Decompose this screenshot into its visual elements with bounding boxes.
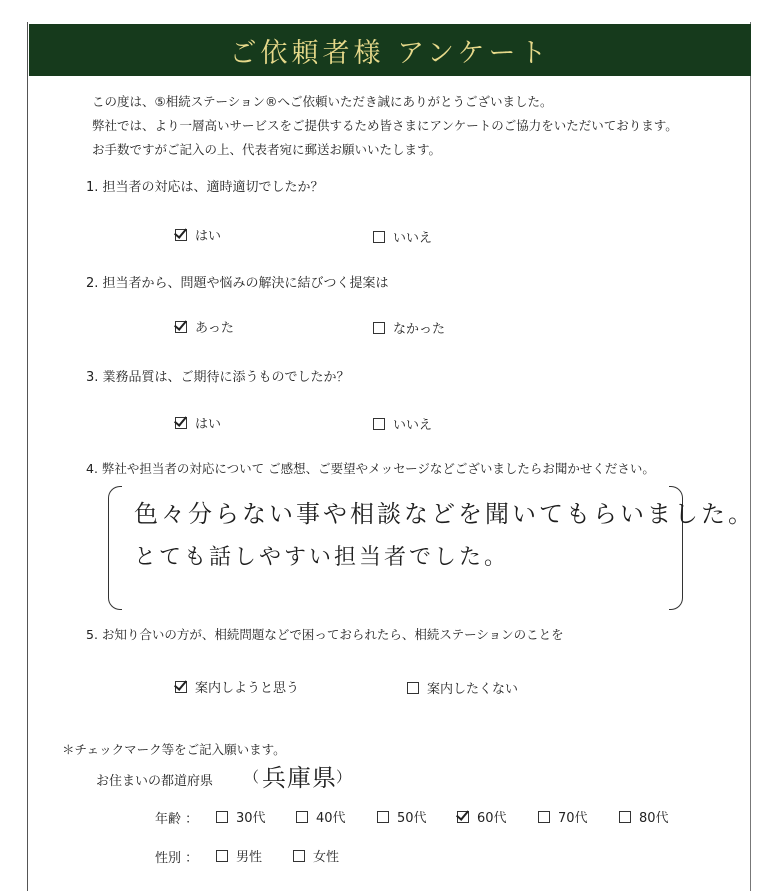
age-option-label: 30代 [236,811,266,826]
checkbox-checked-icon[interactable] [175,321,187,333]
paren-open: （ [244,768,260,786]
checkbox-icon[interactable] [296,811,308,823]
gender-option-label: 女性 [313,850,340,865]
age-label: 年齢 ： [155,812,199,827]
q3-option-yes[interactable] [175,413,221,432]
option-label: いいえ [393,418,433,433]
q1-option-no[interactable] [373,227,432,246]
option-label: はい [195,229,222,244]
survey-header [29,24,751,76]
age-option-60[interactable] [457,807,507,826]
gender-option-male[interactable] [216,846,262,865]
checkbox-icon[interactable] [216,850,228,862]
option-label: 案内しようと思う [195,681,300,696]
checkbox-icon[interactable] [373,418,385,430]
checkbox-icon[interactable] [619,811,631,823]
q1-option-yes[interactable] [175,225,221,244]
prefecture-label: お住まいの都道府県 [96,774,214,789]
question-5: 5. お知り合いの方が、相続問題などで困っておられたら、相続ステーションのことを [86,627,564,642]
age-option-40[interactable] [296,807,346,826]
intro-text [92,90,678,162]
age-option-80[interactable] [619,807,669,826]
checkbox-icon[interactable] [373,231,385,243]
checkbox-checked-icon[interactable] [457,811,469,823]
checkbox-checked-icon[interactable] [175,229,187,241]
q2-option-yes[interactable] [175,317,234,336]
checkbox-icon[interactable] [538,811,550,823]
survey-title: ご依頼者様 アンケート [229,37,551,69]
q5-option-yes[interactable] [175,677,299,696]
option-label: いいえ [393,231,433,246]
checkbox-icon[interactable] [293,850,305,862]
question-4: 4. 弊社や担当者の対応について ご感想、ご要望やメッセージなどございましたらお聞かせください。 [86,461,655,476]
age-option-label: 80代 [639,811,669,826]
intro-line: この度は、⑤相続ステーション®へご依頼いただき誠にありがとうございました。 [92,94,553,109]
checkbox-checked-icon[interactable] [175,417,187,429]
checkmark-note: ＊チェックマーク等をご記入願います。 [62,742,286,757]
checkbox-checked-icon[interactable] [175,681,187,693]
option-label: あった [195,321,234,336]
intro-line: お手数ですがご記入の上、代表者宛に郵送お願いいたします。 [92,142,442,157]
age-option-label: 70代 [558,811,588,826]
age-option-50[interactable] [377,807,427,826]
option-label: はい [195,417,222,432]
question-3: 3. 業務品質は、ご期待に添うものでしたか？ [86,370,350,385]
question-2: 2. 担当者から、問題や悩みの解決に結びつく提案は [86,276,389,291]
intro-line: 弊社では、より一層高いサービスをご提供するため皆さまにアンケートのご協力をいただいております。 [92,118,678,133]
checkbox-icon[interactable] [216,811,228,823]
paren-close: ） [336,768,352,786]
option-label: 案内したくない [427,682,519,697]
gender-label: 性別 ： [155,851,199,866]
bracket-left [108,486,122,610]
option-label: なかった [393,322,446,337]
age-option-70[interactable] [538,807,588,826]
age-option-30[interactable] [216,807,266,826]
q5-option-no[interactable] [407,678,518,697]
checkbox-icon[interactable] [373,322,385,334]
q3-option-no[interactable] [373,414,432,433]
age-option-label: 50代 [397,811,427,826]
q2-option-no[interactable] [373,318,445,337]
checkbox-icon[interactable] [377,811,389,823]
handwritten-comment-line: 色々分らない事や相談などを聞いてもらいました。 [134,500,755,528]
comment-box[interactable] [108,486,755,612]
handwritten-comment-line: とても話しやすい担当者でした。 [134,545,510,570]
age-option-label: 60代 [477,811,507,826]
prefecture-value[interactable]: 兵庫県 [262,764,337,792]
gender-option-label: 男性 [236,850,263,865]
checkbox-icon[interactable] [407,682,419,694]
question-1: 1. 担当者の対応は、適時適切でしたか？ [86,180,324,195]
age-option-label: 40代 [316,811,346,826]
gender-option-female[interactable] [293,846,339,865]
